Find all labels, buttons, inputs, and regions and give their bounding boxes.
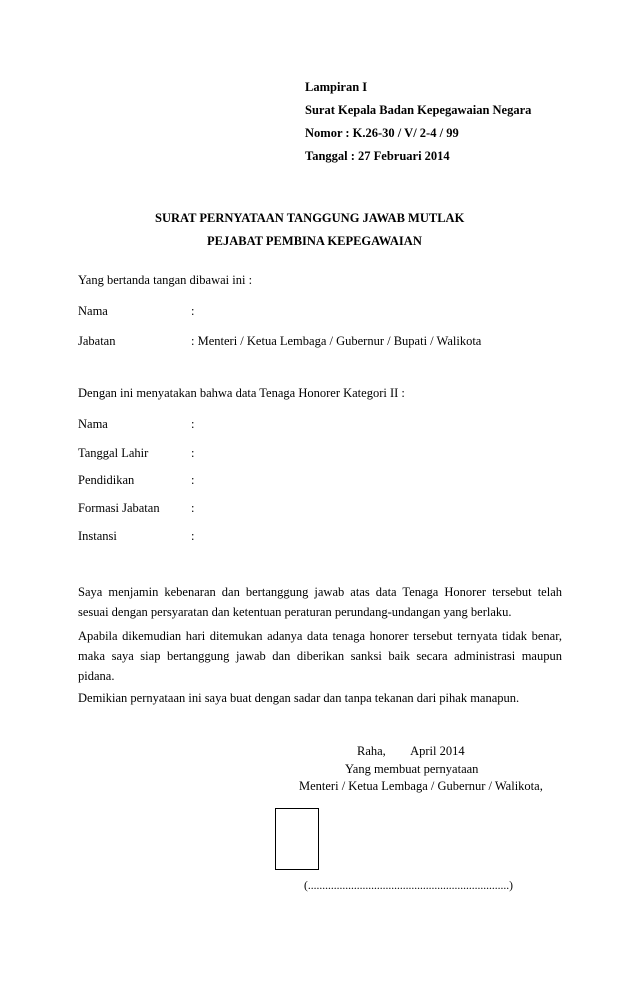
closing-paragraph: Demikian pernyataan ini saya buat dengan sadar dan tanpa tekanan dari pihak manapun. [78,691,520,705]
honorer-name-label: Nama [78,417,108,431]
honorer-formation-value: : [191,501,195,515]
honorer-formation-label: Formasi Jabatan [78,501,160,515]
signatory-position-value: : Menteri / Ketua Lembaga / Gubernur / Bupati / Walikota [191,334,482,348]
document-title: SURAT PERNYATAAN TANGGUNG JAWAB MUTLAK [155,211,465,225]
attachment-date: Tanggal : 27 Februari 2014 [305,149,450,163]
statement-maker: Yang membuat pernyataan [345,762,479,776]
honorer-birthdate-value: : [191,446,195,460]
signer-position: Menteri / Ketua Lembaga / Gubernur / Walikota, [299,779,543,793]
attachment-line-2: Surat Kepala Badan Kepegawaian Negara [305,103,532,117]
honorer-education-label: Pendidikan [78,473,135,487]
signatory-name-value: : [191,304,195,318]
attachment-number: Nomor : K.26-30 / V/ 2-4 / 99 [305,126,459,140]
guarantee-paragraph: Saya menjamin kebenaran dan bertanggung jawab atas data Tenaga Honorer tersebut telah sesuai dengan persyaratan dan ketentuan peraturan perundang-undangan yang berlaku. [78,585,562,619]
honorer-birthdate-label: Tanggal Lahir [78,446,149,460]
stamp-box [275,808,319,870]
honorer-education-value: : [191,473,195,487]
attachment-line-1: Lampiran I [305,80,368,94]
honorer-name-value: : [191,417,195,431]
signer-name-line: (......................................................................) [304,880,513,892]
place-date: Raha, April 2014 [357,744,465,758]
signatory-intro: Yang bertanda tangan dibawai ini : [78,273,253,287]
signatory-name-label: Nama [78,304,108,318]
honorer-agency-label: Instansi [78,529,117,543]
honorer-intro: Dengan ini menyatakan bahwa data Tenaga Honorer Kategori II : [78,386,405,400]
honorer-agency-value: : [191,529,195,543]
document-subtitle: PEJABAT PEMBINA KEPEGAWAIAN [207,234,422,248]
signatory-position-label: Jabatan [78,334,116,348]
liability-paragraph: Apabila dikemudian hari ditemukan adanya data tenaga honorer tersebut ternyata tidak benar, maka saya siap bertanggung jawab dan diberikan sanksi baik secara administrasi maupun pidana. [78,629,562,683]
